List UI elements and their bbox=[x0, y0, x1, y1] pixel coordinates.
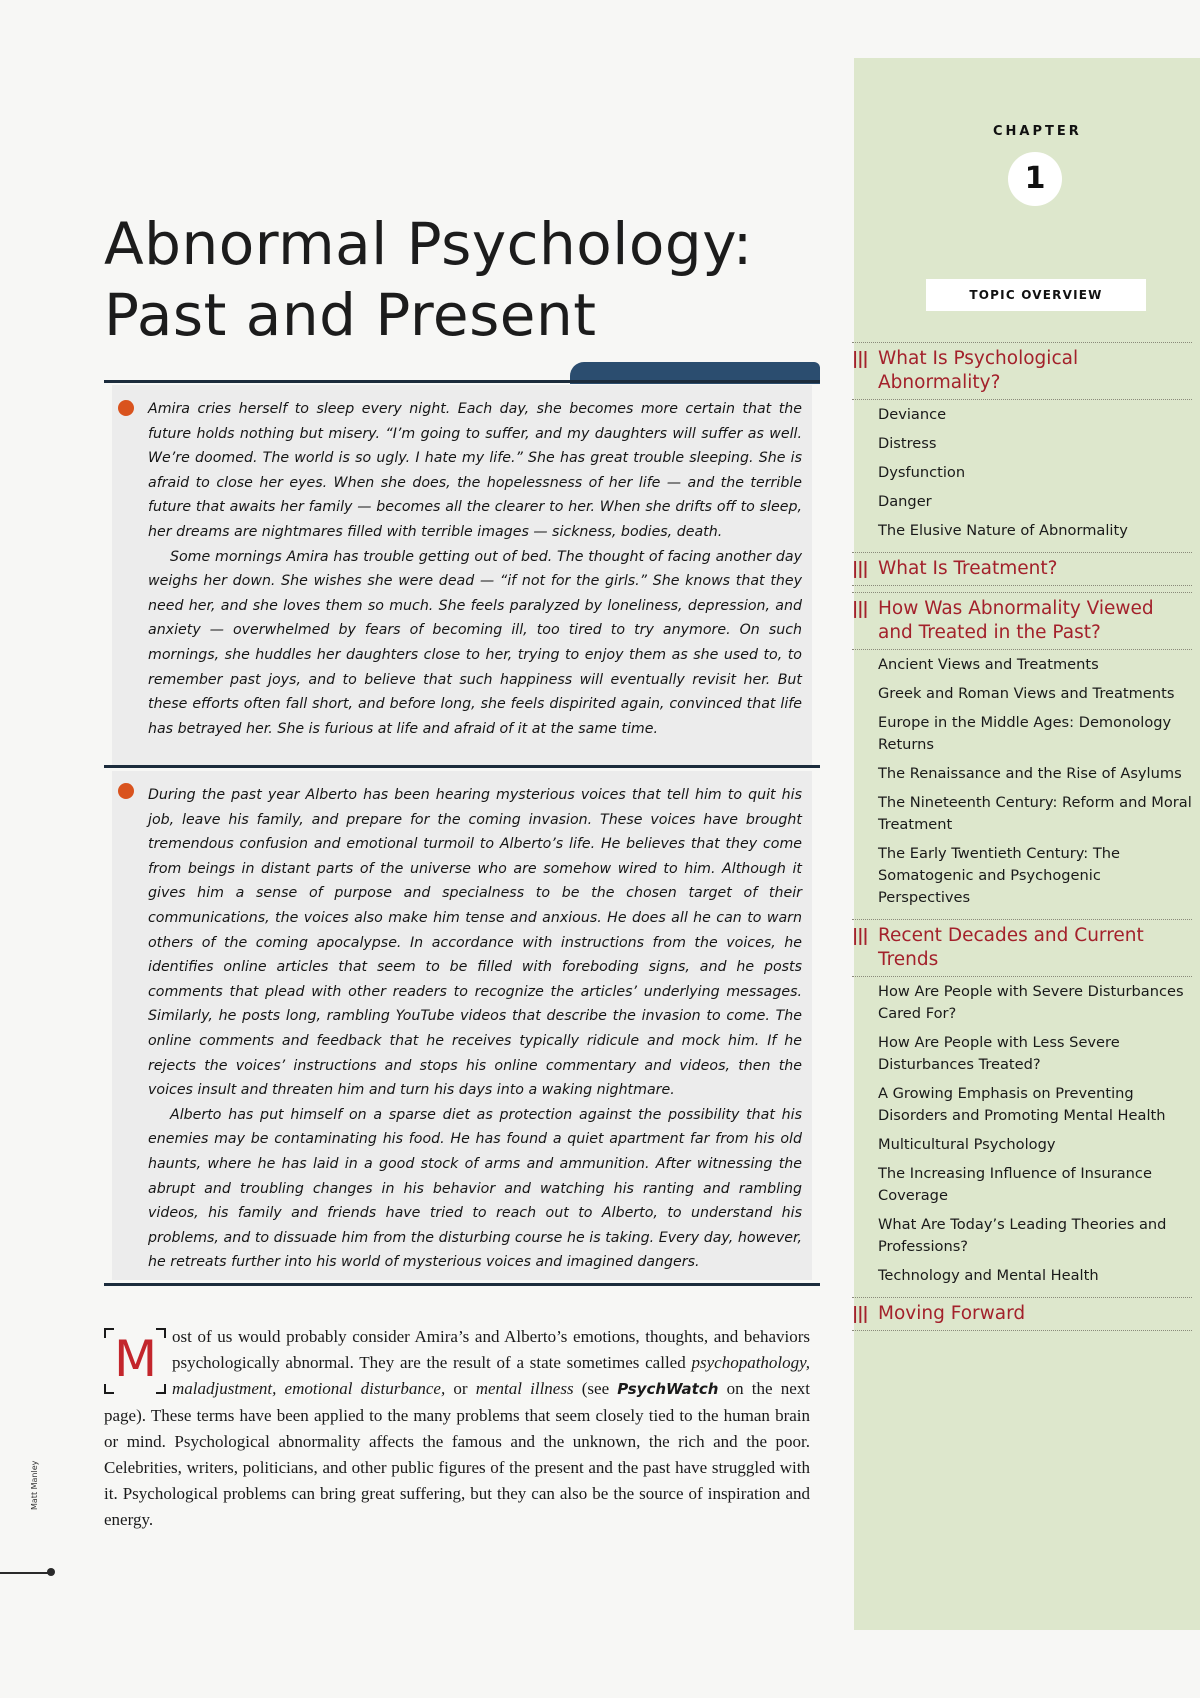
case-paragraph: Amira cries herself to sleep every night. Each day, she becomes more certain that the future holds nothing but misery. “I’m going to suffer, and my daughters will suffer as well. We’re doomed. The world is so ugly. I hate my life.” She has great trouble sleeping. She is afraid to close her eyes. When she does, the hopelessness of her life — and the terrible future that awaits her family — becomes all the clearer to her. When she drifts off to sleep, her dreams are nightmares filled with terrible images — sickness, bodies, death. bbox=[148, 401, 802, 540]
toc-item[interactable]: The Early Twentieth Century: The Somatogenic and Psychogenic Perspectives bbox=[878, 845, 1120, 906]
toc-section bbox=[852, 342, 1192, 546]
section-bars-icon: ||| bbox=[852, 926, 868, 946]
toc-item[interactable]: The Increasing Influence of Insurance Coverage bbox=[878, 1165, 1152, 1204]
body-text: or bbox=[445, 1379, 476, 1399]
toc-item[interactable]: Multicultural Psychology bbox=[878, 1136, 1056, 1153]
toc-item[interactable]: The Elusive Nature of Abnormality bbox=[878, 522, 1128, 539]
page-title-line-1: Abnormal Psychology: bbox=[104, 209, 753, 278]
toc-item[interactable]: How Are People with Less Severe Disturbances Treated? bbox=[878, 1034, 1120, 1073]
intro-paragraph bbox=[104, 1324, 810, 1534]
toc-section-title: What Is Psychological Abnormality? bbox=[878, 348, 1079, 393]
toc-item[interactable]: Distress bbox=[878, 435, 937, 452]
case-study-amira bbox=[112, 385, 812, 765]
toc-item[interactable]: What Are Today’s Leading Theories and Professions? bbox=[878, 1216, 1167, 1255]
page-title bbox=[104, 209, 824, 352]
body-text: ost of us would probably consider Amira’s and Alberto’s emotions, thoughts, and behaviors psychologically abnormal. They are the result of a state sometimes called bbox=[172, 1327, 810, 1373]
case-bottom-rule bbox=[104, 1283, 820, 1286]
section-bars-icon: ||| bbox=[852, 599, 868, 619]
case-top-rule bbox=[104, 380, 820, 383]
toc-section-heading[interactable] bbox=[852, 557, 1192, 586]
toc-section-heading[interactable] bbox=[852, 597, 1192, 650]
body-italic-terms: psychopathology, maladjustment, emotional disturbance, bbox=[172, 1353, 810, 1399]
case-study-text bbox=[148, 783, 802, 1275]
topic-overview-label: TOPIC OVERVIEW bbox=[926, 279, 1146, 311]
toc-item[interactable]: Dysfunction bbox=[878, 464, 966, 481]
toc-item[interactable]: Europe in the Middle Ages: Demonology Returns bbox=[878, 714, 1172, 753]
section-bars-icon: ||| bbox=[852, 349, 868, 369]
case-paragraph: Alberto has put himself on a sparse diet as protection against the possibility that his enemies may be contaminating his food. He has found a quiet apartment far from his old haunts, where he has laid in a good stock of arms and ammunition. After witnessing the abrupt and troubling changes in his behavior and watching his ranting and rambling videos, his family and friends have tried to reach out to Alberto, to understand his problems, and to dissuade him from the disturbing course he is taking. Every day, however, he retreats further into his world of mysterious voices and imagined dangers. bbox=[148, 1106, 802, 1271]
topic-overview-list bbox=[852, 342, 1192, 1331]
toc-items bbox=[852, 650, 1192, 913]
body-italic-term: mental illness bbox=[475, 1379, 574, 1399]
toc-items bbox=[852, 400, 1192, 546]
toc-section-title: What Is Treatment? bbox=[878, 558, 1058, 579]
case-paragraph: Some mornings Amira has trouble getting out of bed. The thought of facing another day weighs her down. She wishes she were dead — “if not for the girls.” She knows that they need her, and she loves them so much. She feels paralyzed by loneliness, depression, and anxiety — overwhelmed by fears of becoming ill, too tired to try anymore. On such mornings, she huddles her daughters close to her, trying to enjoy them as she used to, to remember past joys, and to believe that such happiness will eventually revisit her. But these efforts often fall short, and before long, she feels dispirited again, convinced that life has betrayed her. She is furious at life and afraid of it at the same time. bbox=[148, 548, 802, 737]
toc-section bbox=[852, 592, 1192, 913]
body-text: (see bbox=[573, 1379, 618, 1399]
toc-section-heading[interactable] bbox=[852, 347, 1192, 400]
toc-section-title: Moving Forward bbox=[878, 1303, 1026, 1324]
section-bars-icon: ||| bbox=[852, 559, 868, 579]
credit-dot bbox=[47, 1568, 55, 1576]
chapter-label: CHAPTER bbox=[993, 124, 1082, 139]
body-text: on the next page). These terms have been applied to the many problems that seem closely tied to the human brain or mind. Psychological abnormality affects the famous and the unknown, the rich and the poor. Celebrities, writers, politicians, and other public figures of the present and the past have struggled with it. Psychological problems can bring great suffering, but they can also be the source of inspiration and energy. bbox=[104, 1379, 810, 1530]
toc-section bbox=[852, 919, 1192, 1291]
psychwatch-reference: PsychWatch bbox=[617, 1380, 719, 1399]
drop-cap-letter: M bbox=[114, 1330, 158, 1388]
case-bullet-icon bbox=[118, 400, 134, 416]
toc-item[interactable]: The Nineteenth Century: Reform and Moral Treatment bbox=[878, 794, 1192, 833]
case-divider-rule bbox=[104, 765, 820, 768]
toc-item[interactable]: A Growing Emphasis on Preventing Disorders and Promoting Mental Health bbox=[878, 1085, 1166, 1124]
toc-section-heading[interactable] bbox=[852, 1302, 1192, 1331]
chapter-number: 1 bbox=[1008, 152, 1062, 206]
toc-section-heading[interactable] bbox=[852, 924, 1192, 977]
page-title-line-2: Past and Present bbox=[104, 281, 597, 350]
photo-credit: Matt Manley bbox=[30, 1460, 39, 1510]
toc-items bbox=[852, 977, 1192, 1291]
toc-section-title: Recent Decades and Current Trends bbox=[878, 925, 1144, 970]
case-bullet-icon bbox=[118, 783, 134, 799]
toc-item[interactable]: The Renaissance and the Rise of Asylums bbox=[878, 765, 1182, 782]
toc-item[interactable]: Technology and Mental Health bbox=[878, 1267, 1099, 1284]
toc-item[interactable]: Danger bbox=[878, 493, 932, 510]
toc-item[interactable]: Deviance bbox=[878, 406, 947, 423]
credit-rule bbox=[0, 1572, 50, 1574]
drop-cap bbox=[104, 1326, 166, 1398]
toc-item[interactable]: How Are People with Severe Disturbances Cared For? bbox=[878, 983, 1184, 1022]
toc-section bbox=[852, 1297, 1192, 1331]
case-study-alberto bbox=[112, 771, 812, 1280]
case-study-text bbox=[148, 397, 802, 741]
toc-item[interactable]: Greek and Roman Views and Treatments bbox=[878, 685, 1175, 702]
toc-section bbox=[852, 552, 1192, 586]
case-paragraph: During the past year Alberto has been hearing mysterious voices that tell him to quit his job, leave his family, and prepare for the coming invasion. These voices have brought tremendous confusion and emotional turmoil to Alberto’s life. He believes that they come from beings in distant parts of the universe who are somehow wired to him. Although it gives him a sense of purpose and specialness to be the chosen target of their communications, the voices also make him tense and anxious. He does all he can to warn others of the coming apocalypse. In accordance with instructions from the voices, he identifies online articles that seem to be filled with foreboding signs, and he posts comments that plead with other readers to recognize the articles’ underlying messages. Similarly, he posts long, rambling YouTube videos that describe the invasion to come. The online comments and feedback that he receives typically ridicule and mock him. If he rejects the voices’ instructions and stops his online commentary and videos, then the voices insult and threaten him and turn his days into a waking nightmare. bbox=[148, 787, 802, 1099]
toc-section-title: How Was Abnormality Viewed and Treated in the Past? bbox=[878, 598, 1154, 643]
toc-item[interactable]: Ancient Views and Treatments bbox=[878, 656, 1099, 673]
section-bars-icon: ||| bbox=[852, 1304, 868, 1324]
